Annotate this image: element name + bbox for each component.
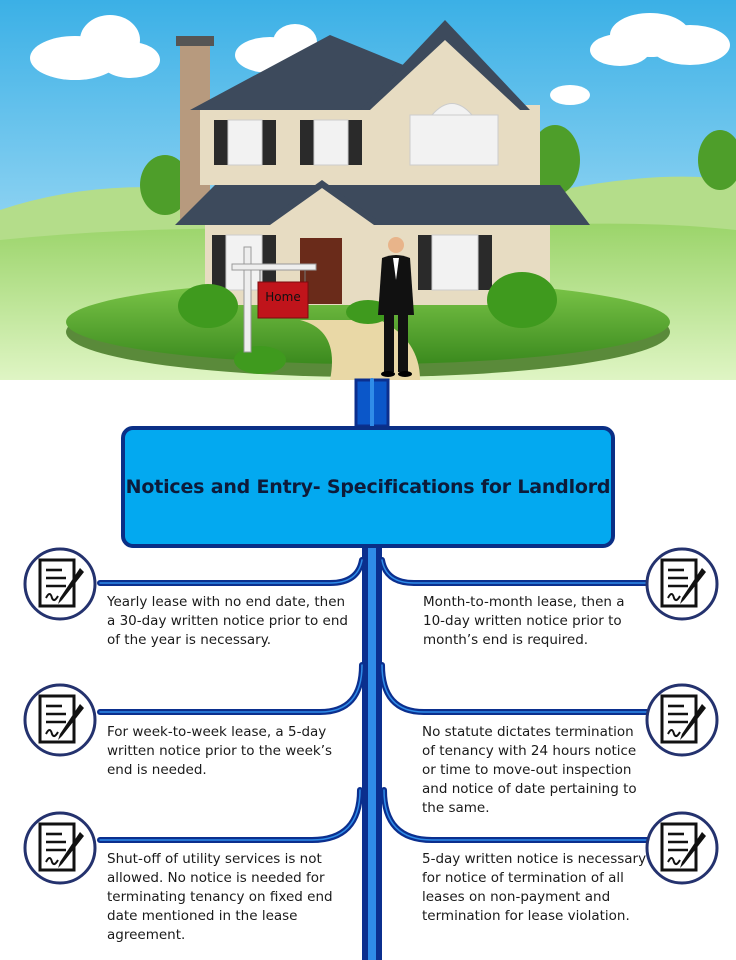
- house-illustration: [0, 0, 736, 400]
- note-month-to-month-lease: Month-to-month lease, then a 10-day written notice prior to month’s end is required.: [423, 594, 625, 648]
- document-signature-icon: [644, 810, 720, 886]
- document-signature-icon: [644, 682, 720, 758]
- document-signature-icon: [644, 546, 720, 622]
- document-signature-icon: [22, 810, 98, 886]
- note-week-to-week-lease: For week-to-week lease, a 5-day written notice prior to the week’s end is needed.: [107, 724, 333, 778]
- title-box: [121, 426, 615, 548]
- note-five-day-notice: 5-day written notice is necessary for notice of termination of all leases on non-payment and termination for lease violation.: [422, 851, 647, 924]
- note-utility-shutoff: Shut-off of utility services is not allowed. No notice is needed for terminating tenancy on fixed end date mentioned in the lease agreement.: [107, 851, 333, 943]
- document-signature-icon: [22, 682, 98, 758]
- document-signature-icon: [22, 546, 98, 622]
- home-sign-label: Home: [265, 290, 301, 304]
- page-title: Notices and Entry- Specifications for Landlord: [125, 476, 611, 498]
- note-no-statute: No statute dictates termination of tenancy with 24 hours notice or time to move-out inspection and notice of date pertaining to the same.: [422, 724, 637, 816]
- note-yearly-lease: Yearly lease with no end date, then a 30-day written notice prior to end of the year is necessary.: [107, 594, 348, 648]
